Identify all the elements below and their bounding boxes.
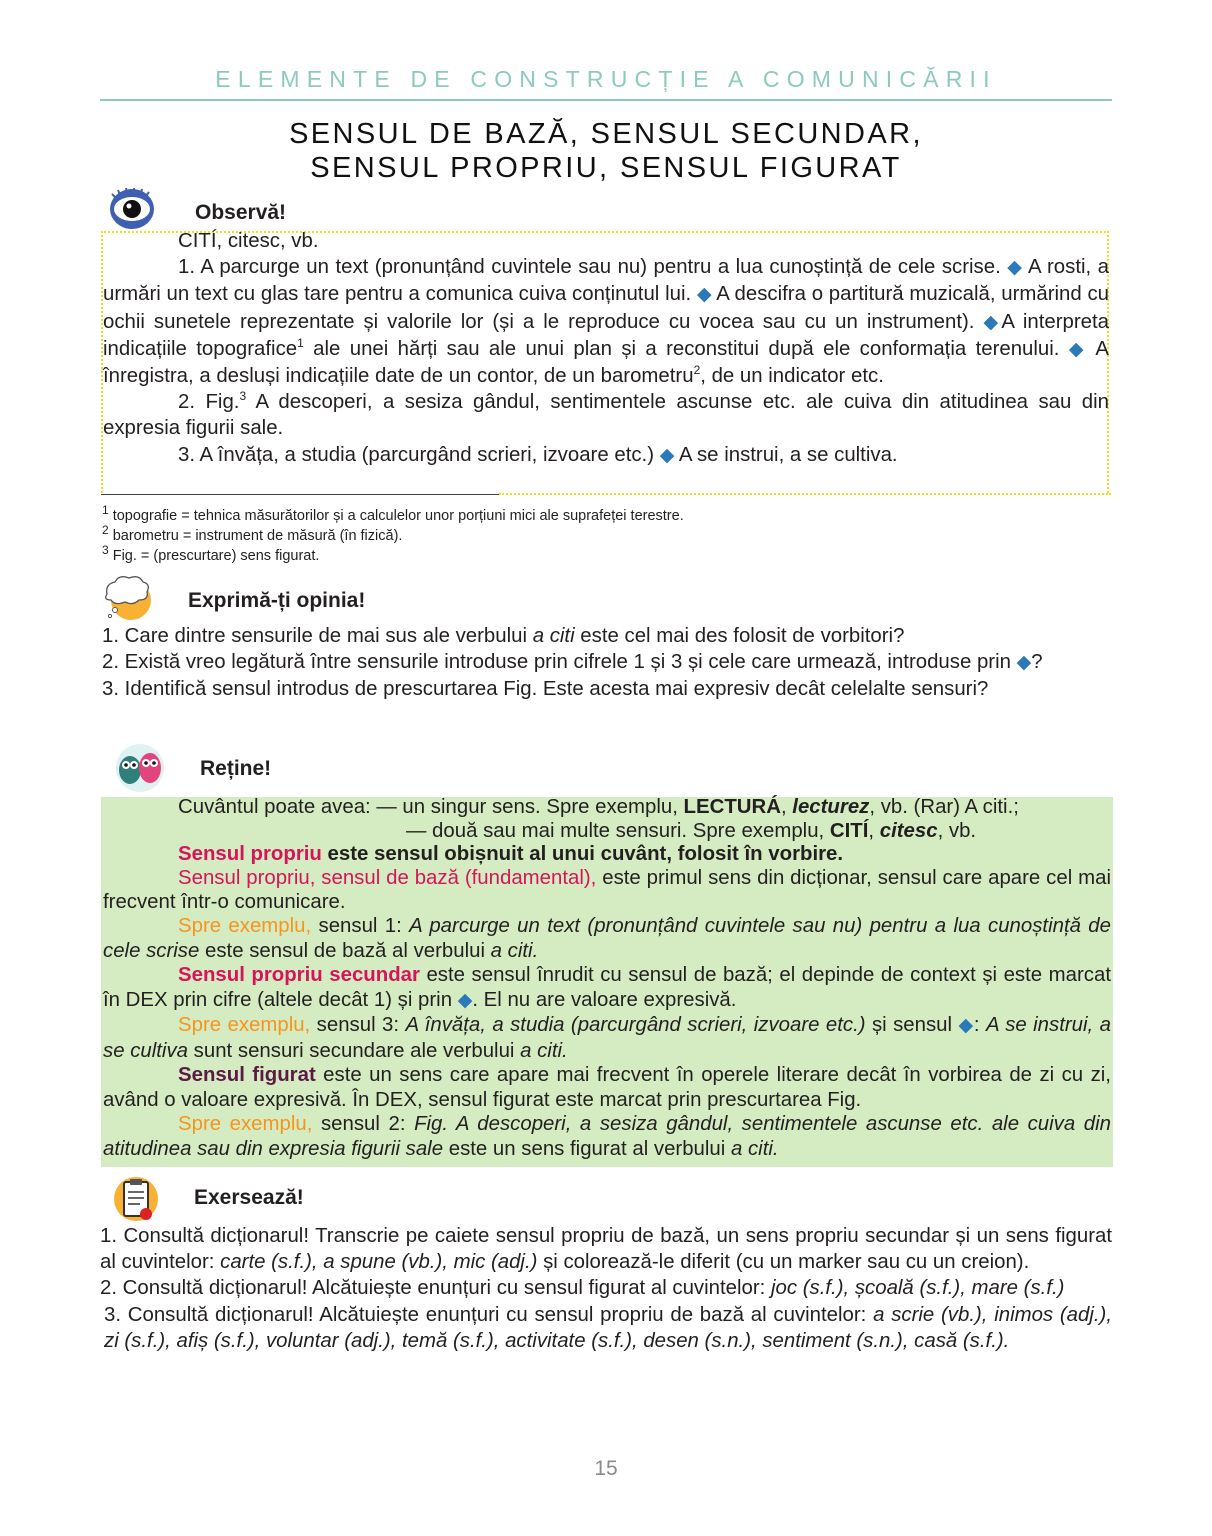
text-run: a citi. — [730, 1137, 779, 1160]
footnote — [102, 543, 684, 566]
page-title-line2: SENSUL PROPRIU, SENSUL FIGURAT — [310, 152, 902, 184]
text-run: A rosti, a urmări un text cu glas tare pentru a comunica cuiva conținutul lui. — [103, 256, 1109, 306]
text-run: 2. Consultă dicționarul! Alcătuiește enunțuri cu sensul figurat al cuvintelor: — [100, 1277, 771, 1300]
sense-1 — [103, 254, 1109, 389]
footnote-marker: 2 — [693, 363, 701, 378]
exercise-item — [100, 1302, 1112, 1354]
text-run: este sensul înrudit cu sensul de bază; el depinde de context și este marcat în DEX prin cifre (altele decât 1) și prin — [103, 964, 1111, 1011]
text-run: Sensul propriu, sensul de bază (fundamental), — [178, 867, 597, 889]
text-run: A se instrui, a se cultiva. — [674, 443, 898, 466]
header-rule — [100, 99, 1112, 101]
text-run: Cuvântul poate avea: — un singur sens. Spre exemplu, — [178, 796, 684, 818]
opinie-questions — [102, 623, 1110, 703]
text-run: Spre exemplu, — [178, 1113, 313, 1135]
sense-3 — [103, 442, 1109, 469]
observa-heading: Observă! — [195, 201, 287, 224]
text-run: carte (s.f.), a spune (vb.), mic (adj.) — [220, 1251, 538, 1274]
opinie-heading: Exprimă-ți opinia! — [188, 589, 366, 612]
text-run: , de un indicator etc. — [700, 365, 884, 388]
text-run: a citi. — [490, 939, 539, 962]
entry-headword — [103, 228, 1109, 254]
eye-icon — [106, 184, 158, 232]
observa-definition — [103, 228, 1109, 469]
text-run: a citi — [532, 625, 575, 647]
retine-content — [103, 793, 1111, 1161]
text-run: A parcurge un text (pronunțând cuvintele sau nu) pentru a lua cunoștință de cele scrise — [103, 915, 1111, 962]
footnote-marker: 3 — [102, 543, 109, 558]
divider — [499, 493, 1111, 495]
clipboard-icon — [112, 1174, 160, 1224]
footnote-marker: 3 — [239, 389, 247, 404]
text-run: , — [780, 796, 793, 818]
rule-paragraph — [103, 963, 1111, 1013]
text-run: barometru = instrument de măsură (în fizică). — [108, 528, 403, 544]
text-run: topografie = tehnica măsurătorilor și a calculelor unor porțiuni mici ale suprafeței terestre. — [108, 508, 684, 524]
text-run: 1. Consultă dicționarul! Transcrie pe caiete sensul propriu de bază, un sens propriu secundar și un sens figurat al cuvintelor: — [100, 1225, 1112, 1274]
text-run: 1. A parcurge un text (pronunțând cuvintele sau nu) pentru a lua cunoștință de cele scrise. — [178, 256, 1008, 279]
question-item — [102, 649, 1110, 676]
text-run: , vb. (Rar) A citi.; — [869, 796, 1019, 818]
text-run: și sensul — [865, 1014, 959, 1036]
diamond-icon: ◆ — [659, 444, 675, 466]
exerseaza-heading: Exersează! — [194, 1186, 304, 1209]
exercises — [100, 1223, 1112, 1354]
text-run: Sensul figurat — [178, 1064, 316, 1086]
text-run: A se instrui, a se cultiva — [103, 1014, 1111, 1062]
text-run: 3. Identifică sensul introdus de prescurtarea Fig. Este acesta mai expresiv decât celelalte sensuri? — [102, 678, 989, 701]
text-run: 2. Există vreo legătură între sensurile introduse prin cifrele 1 și 3 și cele care urmează, introduse prin — [102, 651, 1017, 674]
exercise-item — [100, 1275, 1112, 1301]
footnote — [102, 523, 684, 546]
footnote-marker: 2 — [102, 523, 109, 538]
text-run: , vb. — [937, 820, 977, 842]
text-run: a scrie (vb.), inimos (adj.), zi (s.f.), afiș (s.f.), voluntar (adj.), temă (s.f.), activitate (s.f.), desen (s.n.), sentiment (s.n.), casă (s.f.). — [104, 1303, 1112, 1352]
text-run: este sensul de bază al verbului — [199, 939, 491, 962]
text-run: sunt sensuri secundare ale verbului — [188, 1039, 521, 1062]
text-run: Sensul propriu — [178, 843, 322, 865]
example-paragraph — [103, 1112, 1111, 1161]
footnote — [102, 503, 684, 526]
question-item — [102, 623, 1110, 649]
text-run: , — [868, 820, 880, 842]
text-run: 1. Care dintre sensurile de mai sus ale verbului — [102, 625, 533, 647]
rule-paragraph — [103, 843, 1111, 866]
text-run: A descifra o partitură muzicală, urmărind cu ochii sunetele reprezentate și valorile lor (și a le reproduce cu vocea sau cu un instrument). — [103, 283, 1109, 333]
footnote-marker: 1 — [297, 336, 304, 351]
text-run: sensul 3: — [310, 1014, 406, 1036]
text-run: — două sau mai multe sensuri. Spre exemplu, — [406, 820, 830, 842]
text-run: este un sens care apare mai frecvent în operele literare decât în vorbirea de zi cu zi, având o valoare expresivă. În DEX, sensul figurat este marcat prin prescurtarea Fig. — [103, 1064, 1111, 1111]
text-run: Fig. = (prescurtare) sens figurat. — [108, 548, 320, 564]
footnotes — [102, 503, 684, 566]
owls-icon — [112, 740, 168, 792]
example-paragraph — [103, 914, 1111, 963]
diamond-icon: ◆ — [983, 311, 1002, 333]
text-run: joc (s.f.), școală (s.f.), mare (s.f.) — [771, 1277, 1065, 1300]
diamond-icon: ◆ — [1007, 257, 1023, 279]
text-run: este cel mai des folosit de vorbitori? — [574, 625, 905, 647]
text-run: ? — [1031, 651, 1043, 674]
text-run: A înregistra, a desluși indicațiile date de un contor, de un barometru — [103, 337, 1109, 388]
thought-bubble-icon — [101, 574, 153, 622]
text-run: Sensul propriu secundar — [178, 964, 420, 986]
diamond-icon: ◆ — [696, 284, 712, 306]
text-run: 3. Consultă dicționarul! Alcătuiește enunțuri cu sensul propriu de bază al cuvintelor: — [104, 1303, 874, 1326]
text-run: Spre exemplu, — [178, 1014, 311, 1036]
page-title-line1: SENSUL DE BAZĂ, SENSUL SECUNDAR, — [289, 118, 923, 150]
diamond-icon: ◆ — [1068, 338, 1088, 360]
text-run: CITÍ, citesc, vb. — [178, 230, 319, 252]
exercise-item — [100, 1223, 1112, 1275]
text-run: este sensul obișnuit al unui cuvânt, folosit în vorbire. — [321, 843, 844, 865]
text-run: a citi. — [520, 1039, 568, 1062]
sense-2 — [103, 389, 1109, 441]
retine-heading: Reține! — [200, 757, 272, 780]
text-run: CITÍ — [829, 820, 869, 842]
text-run: A învăța, a studia (parcurgând scrieri, izvoare etc.) — [405, 1014, 866, 1036]
text-run: Spre exemplu, — [178, 915, 312, 937]
diamond-icon: ◆ — [457, 989, 473, 1011]
text-run: sensul 2: — [312, 1113, 415, 1135]
diamond-icon: ◆ — [1016, 652, 1032, 674]
question-item — [102, 676, 1110, 702]
footnote-marker: 1 — [102, 503, 109, 518]
lead-line — [103, 819, 1111, 843]
diamond-icon: ◆ — [958, 1015, 974, 1036]
text-run: Fig. A descoperi, a sesiza gândul, sentimentele ascunse etc. ale cuiva din atitudinea sau din expresia figurii sale — [103, 1113, 1111, 1160]
text-run: : — [973, 1014, 986, 1036]
text-run: . El nu are valoare expresivă. — [472, 988, 737, 1011]
rule-paragraph — [103, 1063, 1111, 1112]
rule-paragraph — [103, 866, 1111, 914]
text-run: A interpreta indicațiile topografice — [103, 310, 1109, 360]
text-run: A descoperi, a sesiza gândul, sentimentele ascunse etc. ale cuiva din atitudinea sau din expresia figurii sale. — [103, 391, 1109, 440]
example-paragraph — [103, 1013, 1111, 1063]
text-run: este primul sens din dicționar, sensul care apare cel mai frecvent într-o comunicare. — [103, 867, 1111, 913]
running-title: ELEMENTE DE CONSTRUCȚIE A COMUNICĂRII — [215, 66, 997, 92]
text-run: lecturez — [792, 796, 870, 818]
text-run: LECTURÁ — [683, 796, 781, 818]
text-run: citesc — [879, 820, 938, 842]
page-number: 15 — [594, 1457, 618, 1480]
text-run: este un sens figurat al verbului — [443, 1137, 731, 1160]
text-run: și colorează-le diferit (cu un marker sau cu un creion). — [537, 1251, 1030, 1274]
text-run: sensul 1: — [311, 915, 410, 937]
text-run: ale unei hărți sau ale unui plan și a reconstitui după ele conformația terenului. — [303, 337, 1069, 360]
lead-line — [103, 795, 1111, 819]
divider — [101, 494, 499, 495]
text-run: 2. Fig. — [178, 391, 240, 414]
text-run: 3. A învăța, a studia (parcurgând scrieri, izvoare etc.) — [178, 443, 660, 466]
